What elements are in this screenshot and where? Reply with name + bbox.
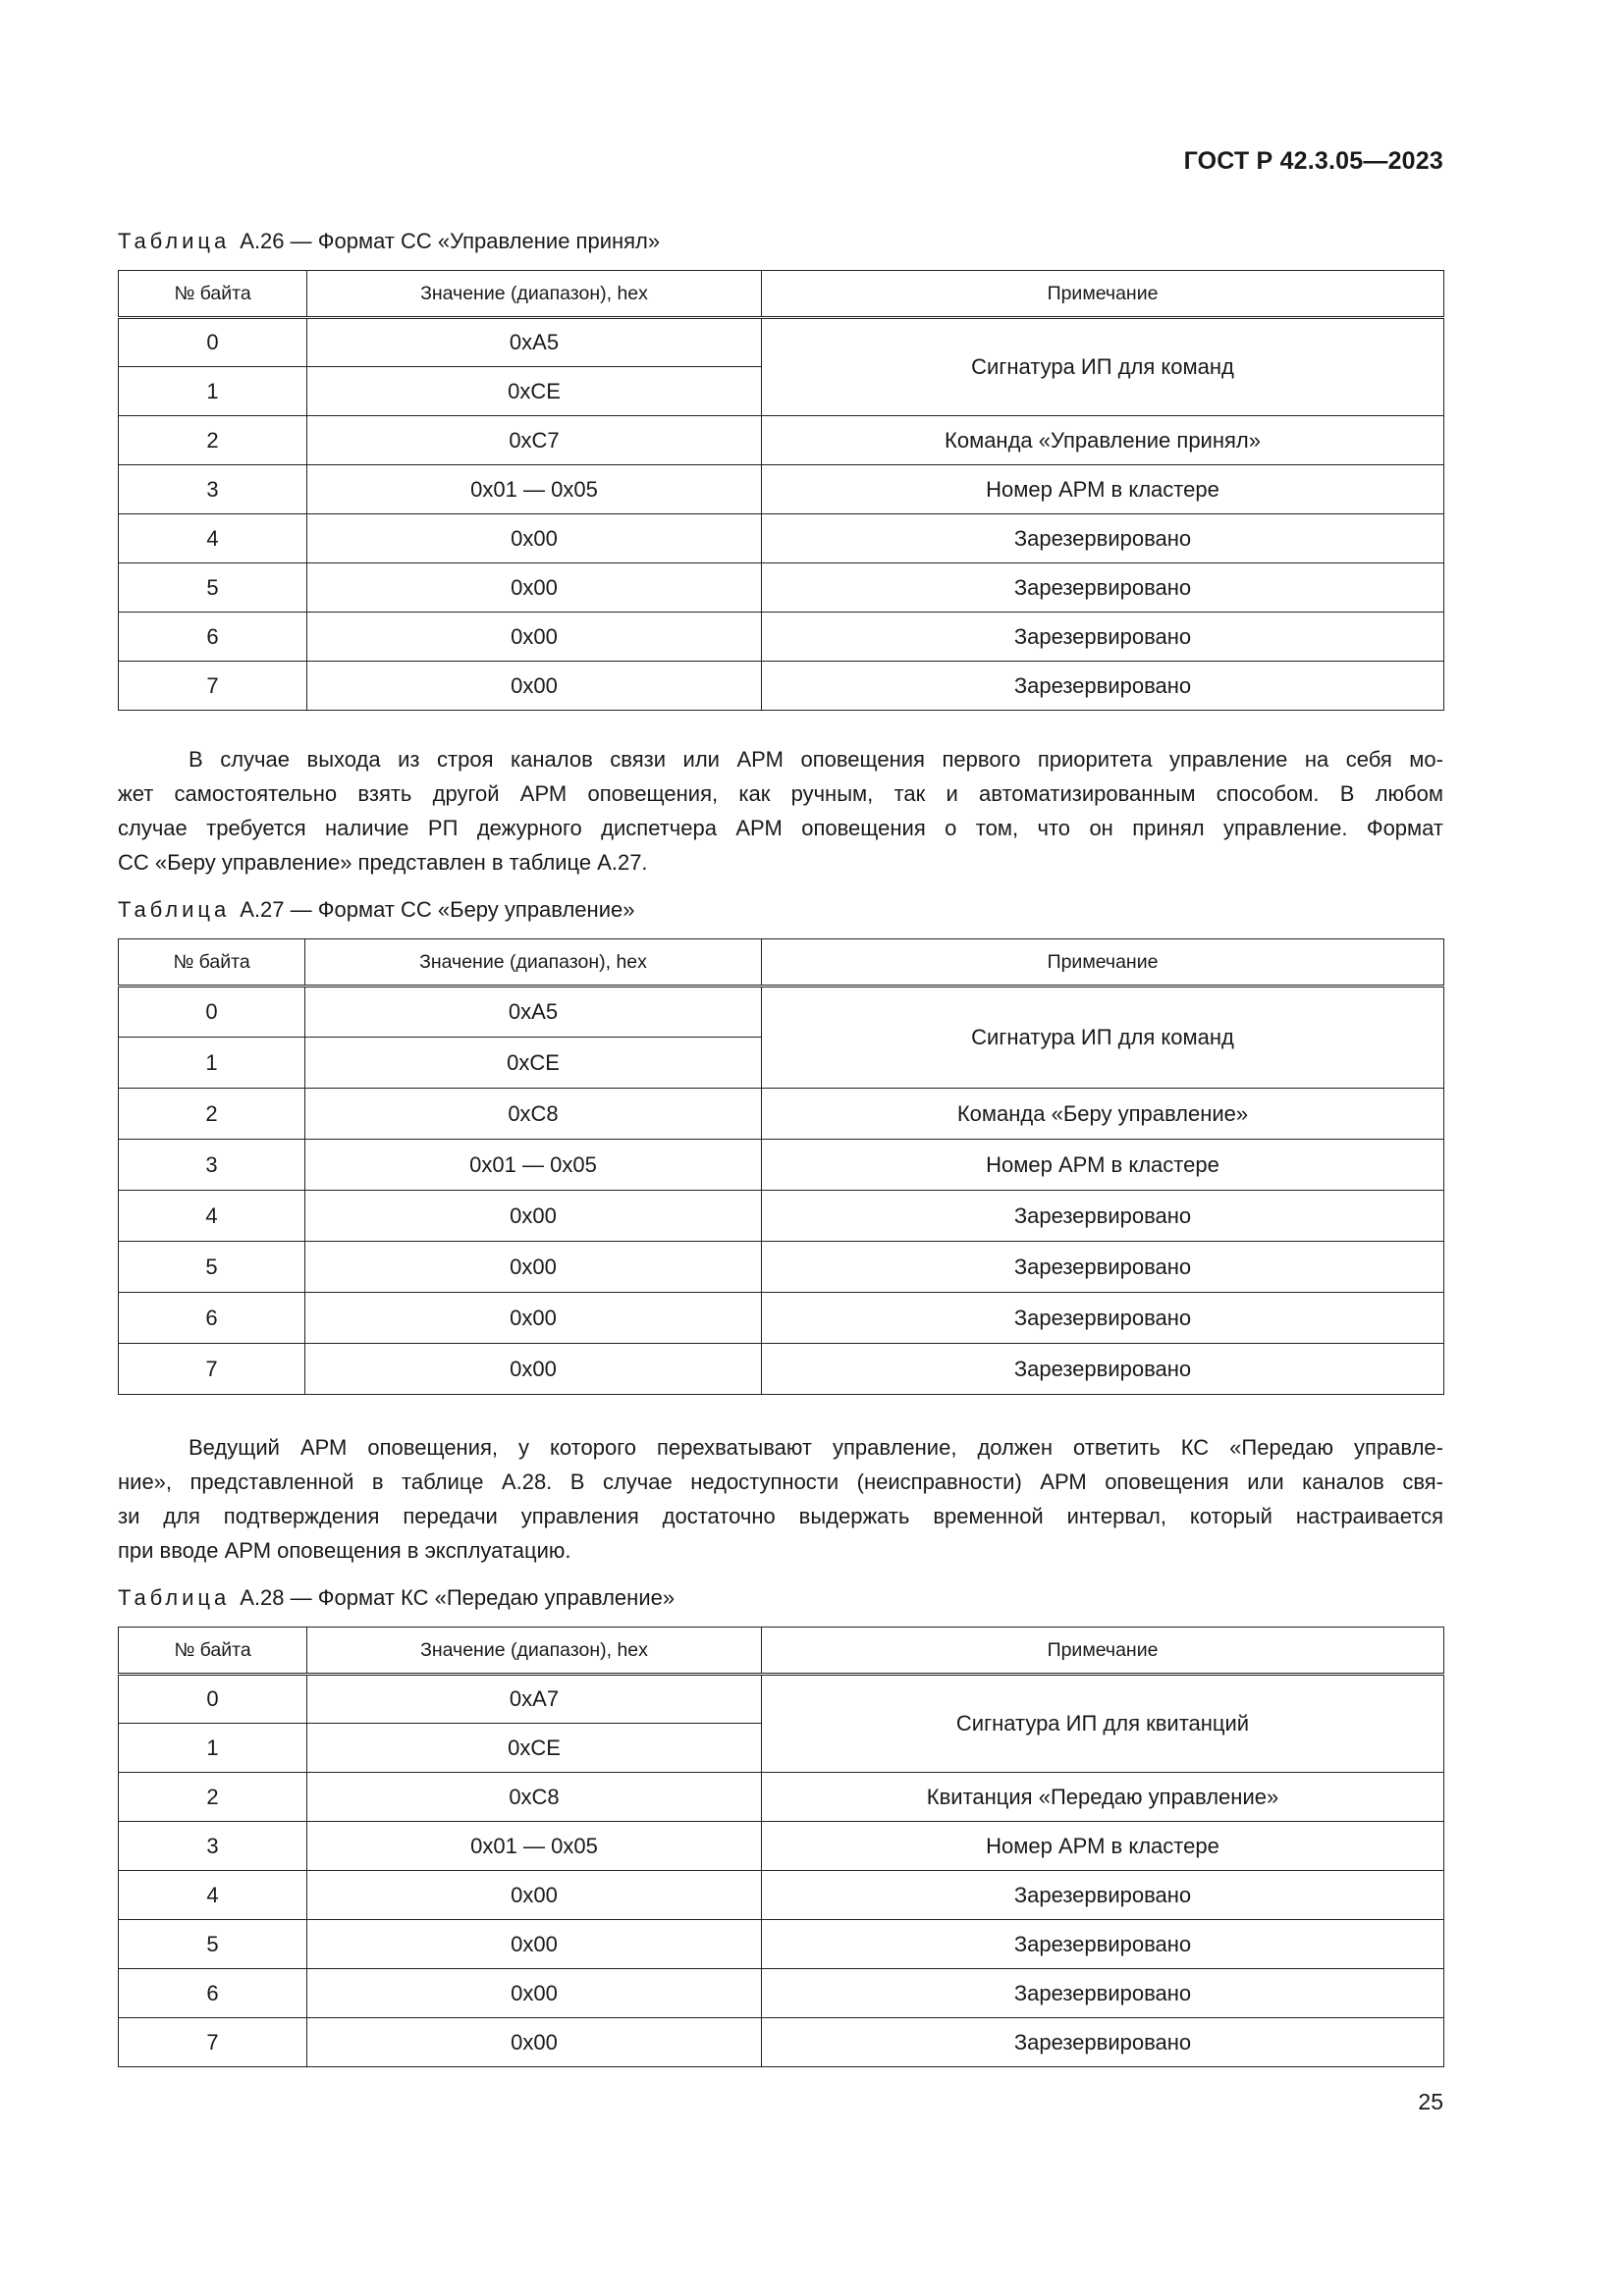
note-cell: Команда «Управление принял»: [762, 416, 1444, 465]
table-title: А.26 — Формат СС «Управление принял»: [240, 229, 661, 253]
byte-cell: 7: [119, 662, 307, 711]
table-row: [119, 563, 1444, 613]
value-cell: 0x00: [307, 1920, 762, 1969]
column-header-note: Примечание: [762, 1628, 1444, 1675]
value-cell: 0x00: [307, 1969, 762, 2018]
byte-cell: 1: [119, 1038, 305, 1089]
note-cell: Зарезервировано: [762, 514, 1444, 563]
paragraph-line: зи для подтверждения передачи управления достаточно выдержать временной интервал, который настраивается: [118, 1504, 1443, 1528]
column-header-byte: № байта: [119, 1628, 307, 1675]
value-cell: 0x00: [307, 1871, 762, 1920]
value-cell: 0xCE: [307, 367, 762, 416]
column-header-note: Примечание: [762, 939, 1444, 987]
table-row: [119, 1871, 1444, 1920]
byte-cell: 6: [119, 613, 307, 662]
column-header-value: Значение (диапазон), hex: [305, 939, 762, 987]
value-cell: 0x00: [305, 1191, 762, 1242]
table-row: [119, 2018, 1444, 2067]
byte-cell: 4: [119, 1191, 305, 1242]
byte-cell: 7: [119, 1344, 305, 1395]
table-row: [119, 987, 1444, 1038]
byte-cell: 0: [119, 318, 307, 367]
table-row: [119, 1191, 1444, 1242]
value-cell: 0xA7: [307, 1675, 762, 1724]
value-cell: 0x01 — 0x05: [305, 1140, 762, 1191]
column-header-byte: № байта: [119, 271, 307, 318]
table-row: [119, 1969, 1444, 2018]
table-label: Таблица: [118, 229, 231, 253]
byte-cell: 5: [119, 1242, 305, 1293]
table-row: [119, 1089, 1444, 1140]
byte-cell: 0: [119, 1675, 307, 1724]
table-row: [119, 1773, 1444, 1822]
table-row: [119, 514, 1444, 563]
paragraph-line: В случае выхода из строя каналов связи или АРМ оповещения первого приоритета управление на себя мо-: [189, 747, 1443, 772]
table-row: [119, 416, 1444, 465]
byte-cell: 5: [119, 1920, 307, 1969]
table-label: Таблица: [118, 897, 231, 922]
table-row: [119, 1675, 1444, 1724]
column-header-value: Значение (диапазон), hex: [307, 271, 762, 318]
note-cell-merged: Сигнатура ИП для команд: [762, 987, 1444, 1089]
table-a26-caption: [118, 229, 660, 254]
paragraph-line: при вводе АРМ оповещения в эксплуатацию.: [118, 1538, 571, 1563]
column-header-byte: № байта: [119, 939, 305, 987]
table-row: [119, 1822, 1444, 1871]
body-paragraph-1: [118, 742, 1443, 880]
table-a26: [118, 270, 1444, 711]
note-cell: Зарезервировано: [762, 1191, 1444, 1242]
table-a28-caption: [118, 1585, 675, 1611]
note-cell: Зарезервировано: [762, 1242, 1444, 1293]
table-row: [119, 1140, 1444, 1191]
note-cell: Зарезервировано: [762, 662, 1444, 711]
byte-cell: 3: [119, 465, 307, 514]
byte-cell: 4: [119, 514, 307, 563]
value-cell: 0x00: [307, 2018, 762, 2067]
column-header-note: Примечание: [762, 271, 1444, 318]
note-cell: Номер АРМ в кластере: [762, 1822, 1444, 1871]
value-cell: 0x00: [307, 563, 762, 613]
table-header-row: [119, 271, 1444, 318]
byte-cell: 1: [119, 367, 307, 416]
table-title: А.28 — Формат КС «Передаю управление»: [240, 1585, 676, 1610]
table-row: [119, 1293, 1444, 1344]
value-cell: 0xC7: [307, 416, 762, 465]
value-cell: 0x01 — 0x05: [307, 465, 762, 514]
table-header-row: [119, 1628, 1444, 1675]
document-id: ГОСТ Р 42.3.05—2023: [1183, 147, 1443, 175]
note-cell: Команда «Беру управление»: [762, 1089, 1444, 1140]
byte-cell: 7: [119, 2018, 307, 2067]
note-cell: Зарезервировано: [762, 1871, 1444, 1920]
table-row: [119, 1242, 1444, 1293]
note-cell: Зарезервировано: [762, 1293, 1444, 1344]
value-cell: 0xCE: [307, 1724, 762, 1773]
note-cell: Зарезервировано: [762, 1920, 1444, 1969]
note-cell: Зарезервировано: [762, 613, 1444, 662]
note-cell: Зарезервировано: [762, 563, 1444, 613]
value-cell: 0x00: [305, 1242, 762, 1293]
note-cell: Квитанция «Передаю управление»: [762, 1773, 1444, 1822]
byte-cell: 2: [119, 1089, 305, 1140]
note-cell-merged: Сигнатура ИП для квитанций: [762, 1675, 1444, 1773]
table-row: [119, 318, 1444, 367]
table-label: Таблица: [118, 1585, 231, 1610]
table-row: [119, 1920, 1444, 1969]
byte-cell: 4: [119, 1871, 307, 1920]
note-cell: Номер АРМ в кластере: [762, 1140, 1444, 1191]
table-row: [119, 662, 1444, 711]
table-row: [119, 465, 1444, 514]
value-cell: 0x01 — 0x05: [307, 1822, 762, 1871]
paragraph-line: Ведущий АРМ оповещения, у которого перехватывают управление, должен ответить КС «Передаю управле-: [189, 1435, 1443, 1460]
byte-cell: 3: [119, 1140, 305, 1191]
table-a27-caption: [118, 897, 634, 923]
note-cell: Номер АРМ в кластере: [762, 465, 1444, 514]
byte-cell: 1: [119, 1724, 307, 1773]
byte-cell: 2: [119, 1773, 307, 1822]
table-a27: [118, 938, 1444, 1395]
paragraph-line: случае требуется наличие РП дежурного диспетчера АРМ оповещения о том, что он принял управление. Формат: [118, 816, 1443, 840]
value-cell: 0xCE: [305, 1038, 762, 1089]
paragraph-line: СС «Беру управление» представлен в таблице А.27.: [118, 850, 648, 875]
value-cell: 0xC8: [305, 1089, 762, 1140]
byte-cell: 2: [119, 416, 307, 465]
note-cell: Зарезервировано: [762, 1969, 1444, 2018]
body-paragraph-2: [118, 1430, 1443, 1568]
table-title: А.27 — Формат СС «Беру управление»: [240, 897, 635, 922]
paragraph-line: жет самостоятельно взять другой АРМ оповещения, как ручным, так и автоматизированным способом. В любом: [118, 781, 1443, 806]
byte-cell: 6: [119, 1969, 307, 2018]
byte-cell: 6: [119, 1293, 305, 1344]
byte-cell: 5: [119, 563, 307, 613]
table-row: [119, 1344, 1444, 1395]
value-cell: 0xA5: [305, 987, 762, 1038]
column-header-value: Значение (диапазон), hex: [307, 1628, 762, 1675]
value-cell: 0xC8: [307, 1773, 762, 1822]
value-cell: 0x00: [307, 662, 762, 711]
value-cell: 0x00: [305, 1293, 762, 1344]
value-cell: 0xA5: [307, 318, 762, 367]
note-cell: Зарезервировано: [762, 2018, 1444, 2067]
value-cell: 0x00: [305, 1344, 762, 1395]
byte-cell: 3: [119, 1822, 307, 1871]
table-header-row: [119, 939, 1444, 987]
page-number: 25: [1418, 2089, 1443, 2114]
value-cell: 0x00: [307, 613, 762, 662]
note-cell: Зарезервировано: [762, 1344, 1444, 1395]
value-cell: 0x00: [307, 514, 762, 563]
byte-cell: 0: [119, 987, 305, 1038]
table-a28: [118, 1627, 1444, 2067]
paragraph-line: ние», представленной в таблице А.28. В случае недоступности (неисправности) АРМ оповещения или каналов свя-: [118, 1469, 1443, 1494]
note-cell-merged: Сигнатура ИП для команд: [762, 318, 1444, 416]
table-row: [119, 613, 1444, 662]
